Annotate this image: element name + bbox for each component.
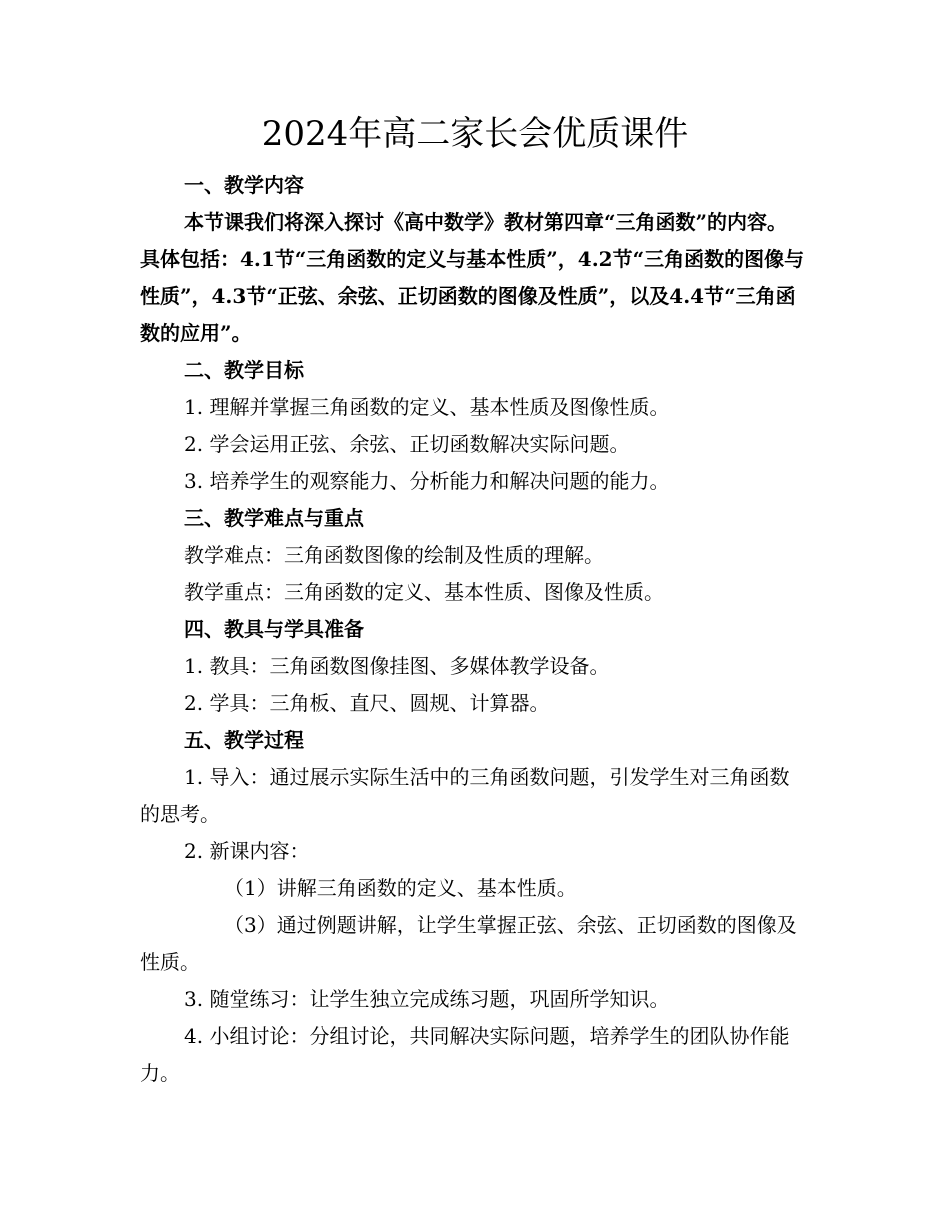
materials-item-2: 2. 学具：三角板、直尺、圆规、计算器。 <box>184 691 550 715</box>
process-sub-item-1: （1）讲解三角函数的定义、基本性质。 <box>224 876 577 900</box>
process-intro: 1. 导入：通过展示实际生活中的三角函数问题，引发学生对三角函数的思考。 <box>140 765 790 826</box>
section-heading-content: 一、教学内容 <box>184 173 304 197</box>
teaching-focus: 教学重点：三角函数的定义、基本性质、图像及性质。 <box>184 580 664 604</box>
section-heading-materials: 四、教具与学具准备 <box>184 617 364 641</box>
process-discussion: 4. 小组讨论：分组讨论，共同解决实际问题，培养学生的团队协作能力。 <box>140 1024 790 1085</box>
objective-item-3: 3. 培养学生的观察能力、分析能力和解决问题的能力。 <box>184 469 670 493</box>
section-heading-difficulties: 三、教学难点与重点 <box>184 506 364 530</box>
materials-item-1: 1. 教具：三角函数图像挂图、多媒体教学设备。 <box>184 654 610 678</box>
teaching-difficulty: 教学难点：三角函数图像的绘制及性质的理解。 <box>184 543 604 567</box>
document-title: 2024年高二家长会优质课件 <box>261 114 689 154</box>
section-heading-process: 五、教学过程 <box>184 728 304 752</box>
section-heading-objectives: 二、教学目标 <box>184 358 304 382</box>
process-new-content: 2. 新课内容： <box>184 839 310 863</box>
objective-item-2: 2. 学会运用正弦、余弦、正切函数解决实际问题。 <box>184 432 630 456</box>
document-body <box>140 167 805 1092</box>
objective-item-1: 1. 理解并掌握三角函数的定义、基本性质及图像性质。 <box>184 395 670 419</box>
content-paragraph: 本节课我们将深入探讨《高中数学》教材第四章“三角函数”的内容。具体包括：4.1节“三角函数的定义与基本性质”，4.2节“三角函数的图像与性质”，4.3节“正弦、余弦、正切函数的图像及性质”，以及4.4节“三角函数的应用”。 <box>140 210 805 345</box>
process-practice: 3. 随堂练习：让学生独立完成练习题，巩固所学知识。 <box>184 987 670 1011</box>
process-sub-item-3: （3）通过例题讲解，让学生掌握正弦、余弦、正切函数的图像及性质。 <box>140 913 797 974</box>
